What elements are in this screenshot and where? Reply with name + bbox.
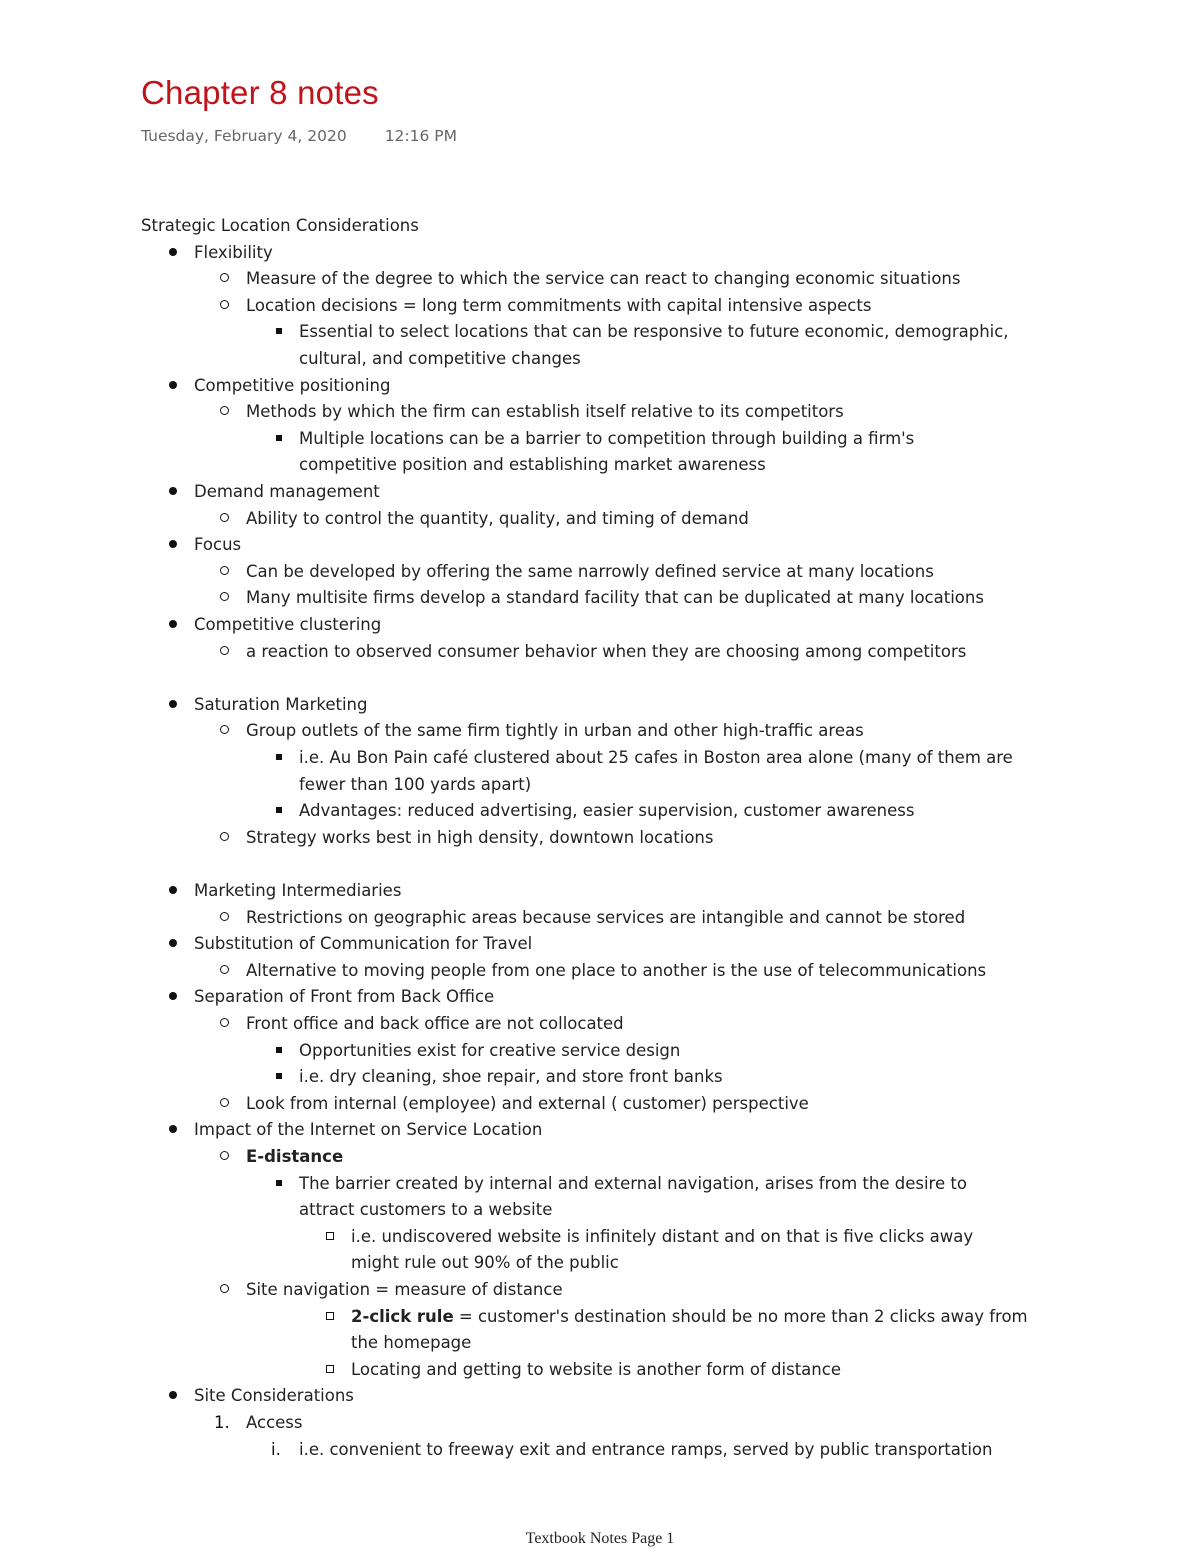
list-item-text: Many multisite firms develop a standard facility that can be duplicated at many locations <box>246 588 984 608</box>
note-timestamp <box>141 127 457 145</box>
list-item <box>0 398 1200 425</box>
list-item <box>0 451 1200 478</box>
list-item <box>0 1170 1200 1197</box>
list-item-text: Site navigation = measure of distance <box>246 1280 563 1299</box>
list-item <box>0 1436 1200 1463</box>
list-item-text: Access <box>246 1413 303 1432</box>
list-item <box>0 957 1200 984</box>
list-item <box>0 1063 1200 1090</box>
list-item <box>0 1382 1200 1409</box>
list-item <box>0 638 1200 665</box>
list-item <box>0 584 1200 611</box>
list-item-text: Demand management <box>194 482 380 501</box>
list-item <box>0 930 1200 957</box>
list-item <box>0 1010 1200 1037</box>
list-item <box>0 531 1200 558</box>
list-item-text: Can be developed by offering the same narrowly defined service at many locations <box>246 561 934 581</box>
list-item <box>0 1303 1200 1330</box>
list-item-text: Focus <box>194 535 242 555</box>
list-item <box>0 1090 1200 1117</box>
list-item <box>0 717 1200 744</box>
list-number: 1. <box>214 1413 230 1432</box>
list-item <box>0 1223 1200 1250</box>
list-item <box>0 425 1200 452</box>
list-item-text: the homepage <box>351 1333 472 1353</box>
list-item-text: i.e. convenient to freeway exit and entrance ramps, served by public transportation <box>299 1439 993 1459</box>
list-number: i. <box>271 1439 281 1459</box>
list-item-text: 2-click rule = customer's destination should be no more than 2 clicks away from <box>351 1306 1028 1326</box>
list-item <box>0 558 1200 585</box>
list-item <box>0 265 1200 292</box>
list-item-text: Alternative to moving people from one place to another is the use of telecommunications <box>246 960 987 980</box>
list-item-text: Competitive positioning <box>194 375 391 395</box>
list-item-text: The barrier created by internal and external navigation, arises from the desire to <box>299 1173 967 1193</box>
list-item <box>0 771 1200 798</box>
list-item-text: Opportunities exist for creative service design <box>299 1040 681 1060</box>
list-item <box>0 1356 1200 1383</box>
list-item <box>0 1329 1200 1356</box>
list-item <box>0 824 1200 851</box>
list-item-text: competitive position and establishing market awareness <box>299 455 766 475</box>
list-item-text: Flexibility <box>194 242 273 262</box>
list-item <box>0 744 1200 771</box>
list-item <box>0 611 1200 638</box>
list-item <box>0 691 1200 718</box>
list-item-text: i.e. undiscovered website is infinitely distant and on that is five clicks away <box>351 1226 974 1246</box>
list-item-text: Location decisions = long term commitments with capital intensive aspects <box>246 295 872 315</box>
list-item <box>0 239 1200 266</box>
list-item-text: E-distance <box>246 1147 344 1166</box>
list-item-text: Essential to select locations that can be responsive to future economic, demographic, <box>299 322 1009 342</box>
list-item <box>0 318 1200 345</box>
list-item <box>0 797 1200 824</box>
list-item-text: Measure of the degree to which the service can react to changing economic situations <box>246 269 961 289</box>
list-item <box>0 1276 1200 1303</box>
list-item-text: cultural, and competitive changes <box>299 349 581 368</box>
list-item-text: Strategy works best in high density, downtown locations <box>246 827 714 847</box>
list-item <box>0 478 1200 505</box>
list-item-text: attract customers to a website <box>299 1200 553 1220</box>
list-item <box>0 904 1200 931</box>
list-item-text: Competitive clustering <box>194 615 382 634</box>
list-item-text: Impact of the Internet on Service Location <box>194 1120 543 1140</box>
list-item-text: Substitution of Communication for Travel <box>194 934 533 954</box>
list-item <box>0 212 1200 239</box>
list-item-text: Locating and getting to website is another form of distance <box>351 1359 841 1379</box>
list-item-text: i.e. Au Bon Pain café clustered about 25 cafes in Boston area alone (many of them are <box>299 748 1013 767</box>
list-item-text: Marketing Intermediaries <box>194 881 402 900</box>
list-item <box>0 877 1200 904</box>
list-item <box>0 983 1200 1010</box>
list-item-text: Methods by which the firm can establish itself relative to its competitors <box>246 402 844 422</box>
list-item-text: i.e. dry cleaning, shoe repair, and store front banks <box>299 1067 723 1087</box>
list-item <box>0 1249 1200 1276</box>
list-item <box>0 1409 1200 1436</box>
list-item-text: Restrictions on geographic areas because services are intangible and cannot be stored <box>246 907 966 927</box>
list-item-text: Multiple locations can be a barrier to competition through building a firm's <box>299 428 915 448</box>
list-item <box>0 345 1200 372</box>
note-date: Tuesday, February 4, 2020 <box>141 127 347 145</box>
list-item-text: Strategic Location Considerations <box>141 216 419 235</box>
page-footer: Textbook Notes Page 1 <box>525 1530 675 1547</box>
note-time: 12:16 PM <box>384 127 458 145</box>
list-item <box>0 1037 1200 1064</box>
list-item <box>0 664 1200 691</box>
list-item <box>0 1143 1200 1170</box>
list-item <box>0 1116 1200 1143</box>
list-item-text: Group outlets of the same firm tightly in urban and other high-traffic areas <box>246 721 864 741</box>
list-item <box>0 292 1200 319</box>
list-item-text: a reaction to observed consumer behavior when they are choosing among competitors <box>246 641 967 661</box>
list-item-text: Front office and back office are not collocated <box>246 1014 624 1033</box>
list-item-text: Separation of Front from Back Office <box>194 987 495 1007</box>
list-item-text: Advantages: reduced advertising, easier supervision, customer awareness <box>299 801 915 821</box>
list-item-text: fewer than 100 yards apart) <box>299 774 532 794</box>
list-item-text: Site Considerations <box>194 1386 354 1406</box>
list-item <box>0 372 1200 399</box>
list-item <box>0 1196 1200 1223</box>
list-item <box>0 850 1200 877</box>
page-title: Chapter 8 notes <box>141 74 379 111</box>
list-item-text: Saturation Marketing <box>194 694 368 714</box>
list-item-text: Look from internal (employee) and external ( customer) perspective <box>246 1093 809 1113</box>
list-item <box>0 505 1200 532</box>
list-item-text: Ability to control the quantity, quality, and timing of demand <box>246 508 749 528</box>
list-item-text: might rule out 90% of the public <box>351 1253 619 1273</box>
